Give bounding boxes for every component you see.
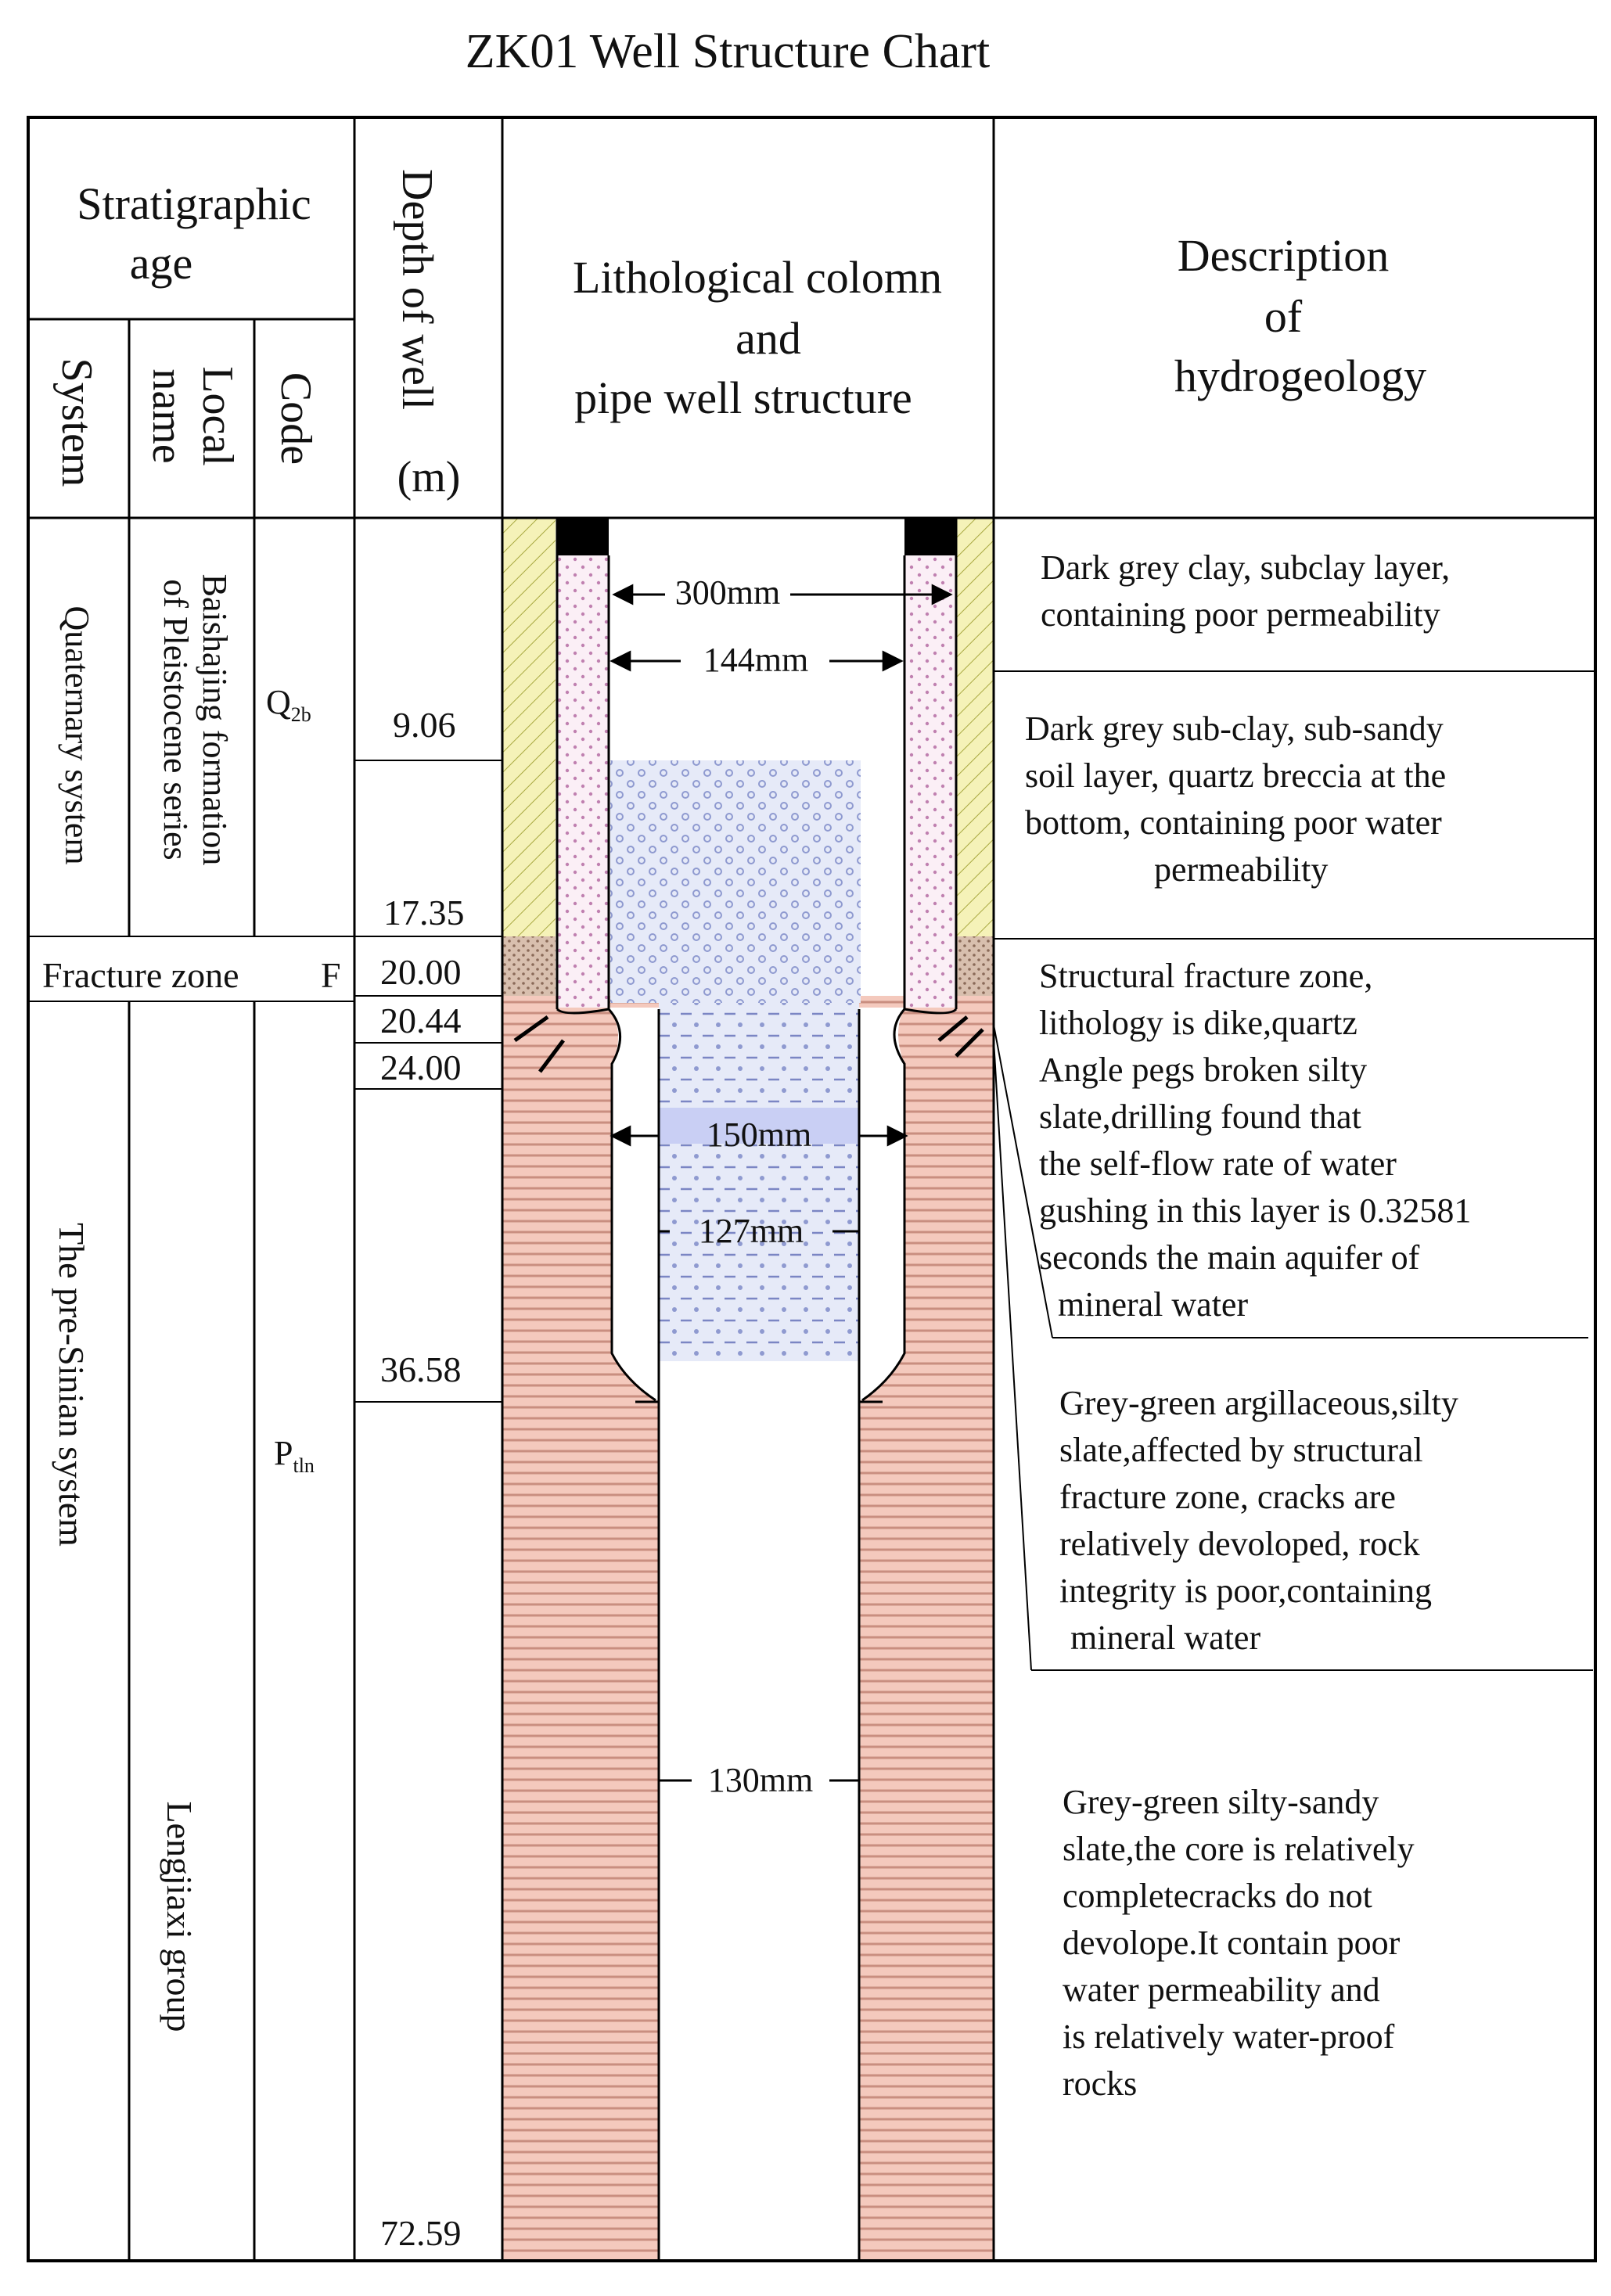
description-line: soil layer, quartz breccia at the	[1025, 756, 1447, 795]
depth-label: 17.35	[383, 893, 465, 932]
description-line: Grey-green silty-sandy	[1063, 1783, 1379, 1821]
presinian-code-base: P	[274, 1434, 293, 1472]
description-line: Structural fracture zone,	[1039, 957, 1373, 995]
description-line: Dark grey clay, subclay layer,	[1041, 548, 1451, 587]
description-line: fracture zone, cracks are	[1059, 1478, 1396, 1516]
header-lithology-3: pipe well structure	[574, 372, 912, 423]
description-line: devolope.It contain poor	[1063, 1924, 1401, 1962]
header-description-3: hydrogeology	[1174, 350, 1427, 401]
quaternary-code	[266, 683, 311, 726]
header-description-2: of	[1264, 291, 1303, 342]
header-description-1: Description	[1177, 230, 1390, 281]
description-line: containing poor permeability	[1041, 595, 1440, 634]
dim-130mm: 130mm	[707, 1761, 814, 1799]
header-local-name-1: Local	[193, 366, 242, 466]
depth-label: 20.00	[380, 952, 462, 992]
quaternary-code-base: Q	[266, 683, 291, 721]
header-strat-age-2: age	[129, 238, 193, 289]
dim-150mm: 150mm	[706, 1116, 812, 1154]
description-block-2	[1025, 710, 1446, 889]
open-hole-left	[609, 1008, 659, 1400]
header-lithology-2: and	[735, 313, 801, 364]
cement-cap-right	[904, 518, 956, 555]
presinian-local-label: Lengjiaxi group	[160, 1801, 200, 2032]
quaternary-local-1: Baishajing formation	[196, 573, 234, 866]
fracture-zone-right	[956, 936, 994, 996]
quaternary-system-label: Quaternary system	[58, 605, 96, 865]
dim-144mm: 144mm	[703, 641, 809, 679]
depth-label: 36.58	[380, 1349, 462, 1389]
depth-label: 72.59	[380, 2213, 462, 2253]
cement-cap-left	[557, 518, 609, 555]
description-block-5	[1063, 1783, 1415, 2103]
description-line: lithology is dike,quartz	[1039, 1004, 1357, 1042]
description-line: slate,the core is relatively	[1063, 1830, 1415, 1868]
header-code: Code	[271, 372, 320, 465]
header-lithology-1: Lithological colomn	[573, 252, 942, 303]
description-line: mineral water	[1058, 1285, 1249, 1324]
description-line: completecracks do not	[1063, 1877, 1372, 1915]
fracture-zone-left	[502, 936, 556, 996]
description-block-3	[1039, 957, 1471, 1324]
description-line: permeability	[1154, 850, 1329, 889]
description-line: Dark grey sub-clay, sub-sandy	[1025, 710, 1444, 748]
description-line: bottom, containing poor water	[1025, 803, 1442, 842]
quaternary-local-2: of Pleistocene series	[156, 579, 195, 861]
description-line: Grey-green argillaceous,silty	[1059, 1384, 1458, 1422]
quaternary-code-sub: 2b	[290, 703, 311, 726]
clay-layer-right	[956, 518, 994, 936]
description-line: water permeability and	[1063, 1971, 1380, 2009]
description-line: relatively devoloped, rock	[1059, 1525, 1420, 1563]
fracture-zone-code: F	[321, 955, 341, 995]
description-block-1	[1041, 548, 1450, 634]
presinian-code	[274, 1434, 315, 1477]
gravel-pack-left	[557, 555, 609, 1008]
lithology-column	[502, 518, 994, 2261]
description-line: mineral water	[1070, 1619, 1261, 1657]
description-line: seconds the main aquifer of	[1039, 1238, 1420, 1277]
water-column-lower	[659, 1003, 859, 1361]
dim-127mm: 127mm	[698, 1212, 804, 1250]
description-line: rocks	[1063, 2064, 1138, 2103]
dim-300mm: 300mm	[674, 573, 781, 612]
presinian-code-sub: tln	[293, 1454, 315, 1477]
description-line: slate,affected by structural	[1059, 1431, 1423, 1469]
header-depth-2: (m)	[397, 453, 461, 501]
water-column-upper	[610, 760, 861, 1003]
header-strat-age-1: Stratigraphic	[77, 178, 311, 229]
clay-layer-left	[502, 518, 556, 936]
description-block-4	[1059, 1384, 1458, 1657]
description-line: the self-flow rate of water	[1039, 1144, 1397, 1183]
description-line: integrity is poor,containing	[1059, 1572, 1433, 1610]
header-local-name-2: name	[143, 368, 192, 464]
gravel-pack-right	[904, 555, 956, 1008]
depth-label: 24.00	[380, 1047, 462, 1087]
header-depth-1: Depth of well	[393, 169, 441, 410]
fracture-zone-label: Fracture zone	[42, 955, 239, 995]
header-system: System	[52, 358, 101, 487]
depth-label: 20.44	[380, 1001, 462, 1040]
open-hole-lower	[659, 1402, 859, 2261]
depth-label: 9.06	[393, 705, 456, 745]
chart-title: ZK01 Well Structure Chart	[465, 25, 991, 78]
description-line: is relatively water-proof	[1063, 2018, 1395, 2056]
open-hole-right	[859, 1008, 904, 1400]
description-line: slate,drilling found that	[1039, 1098, 1361, 1136]
description-line: gushing in this layer is 0.32581	[1039, 1191, 1472, 1230]
presinian-system-label: The pre-Sinian system	[52, 1223, 92, 1547]
description-line: Angle pegs broken silty	[1039, 1051, 1368, 1089]
